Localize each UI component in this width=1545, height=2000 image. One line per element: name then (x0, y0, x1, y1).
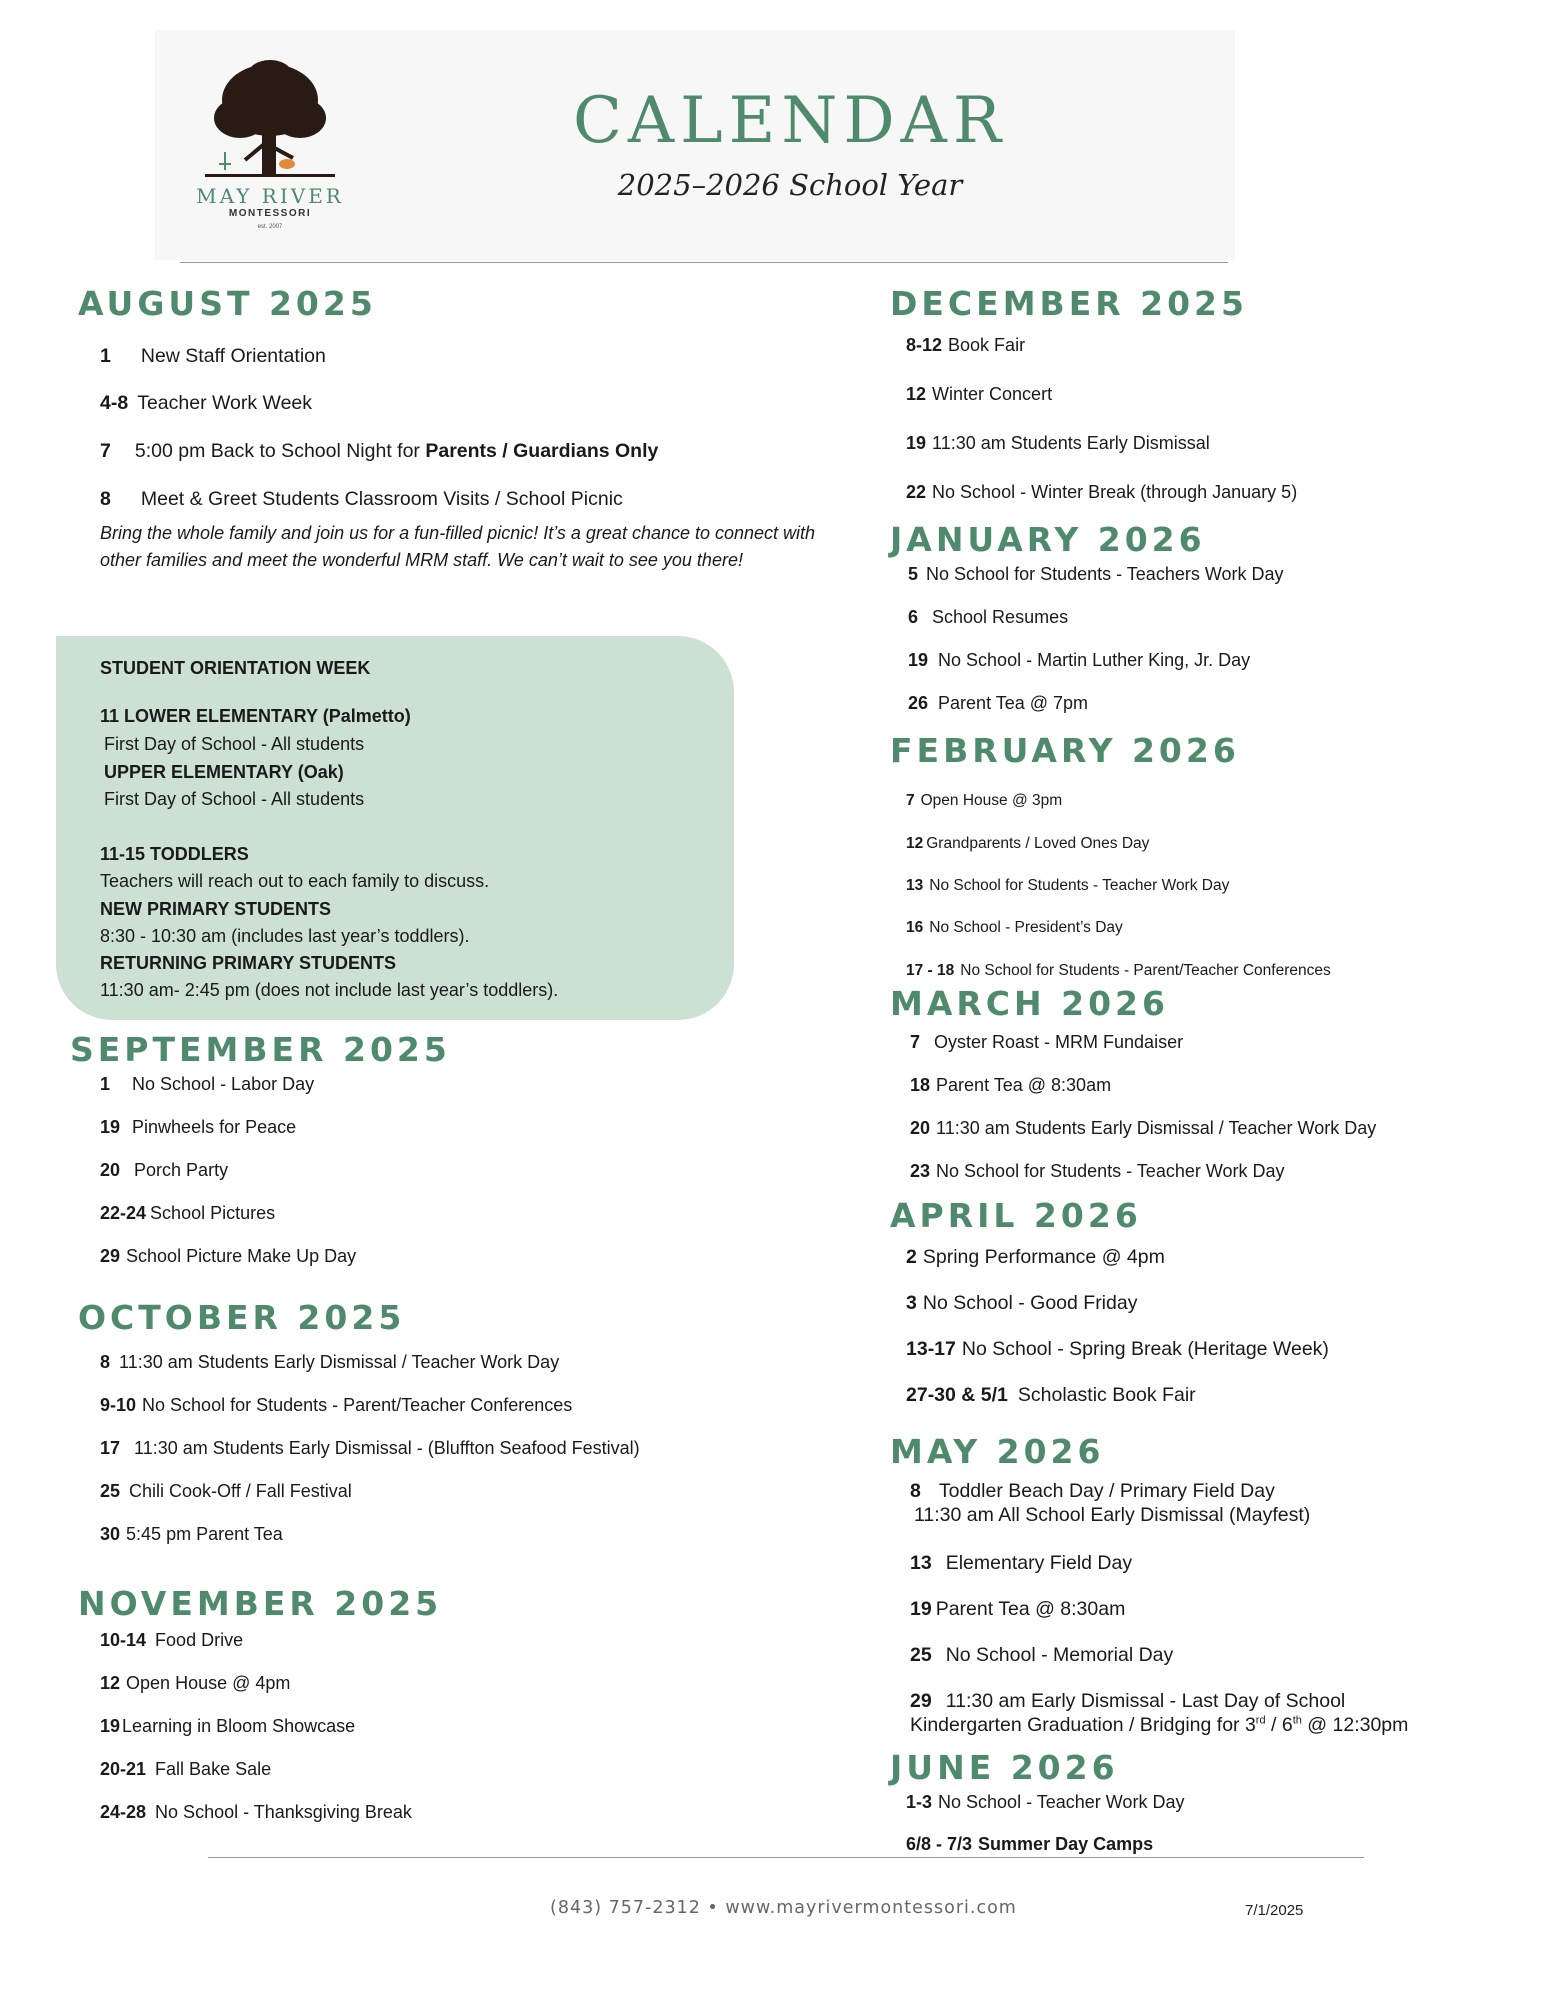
logo-brand-text: MAY RIVER (196, 184, 344, 208)
event-item: 1 No School - Labor Day (100, 1074, 315, 1094)
event-item: 19 11:30 am Students Early Dismissal (906, 433, 1210, 453)
orientation-line: RETURNING PRIMARY STUDENTS (100, 953, 397, 973)
orientation-line: First Day of School - All students (104, 734, 365, 754)
logo-established: est. 2007 (257, 224, 283, 230)
event-item: 19 Parent Tea @ 8:30am (910, 1598, 1126, 1620)
orientation-line: First Day of School - All students (104, 789, 365, 809)
event-item: 4-8 Teacher Work Week (100, 392, 313, 414)
event-item: 19 No School - Martin Luther King, Jr. Day (908, 650, 1251, 670)
orientation-line: 11 LOWER ELEMENTARY (Palmetto) (100, 706, 411, 726)
event-item: 23 No School for Students - Teacher Work Day (910, 1161, 1285, 1181)
event-item: 1 New Staff Orientation (100, 345, 326, 367)
orientation-line: UPPER ELEMENTARY (Oak) (104, 762, 344, 782)
orientation-heading: STUDENT ORIENTATION WEEK (100, 658, 371, 678)
event-item: 20 11:30 am Students Early Dismissal / Teacher Work Day (910, 1118, 1377, 1138)
event-item: 24-28 No School - Thanksgiving Break (100, 1802, 412, 1822)
event-item: 8-12 Book Fair (906, 335, 1026, 355)
event-item: 25 No School - Memorial Day (910, 1644, 1174, 1666)
event-item: 22-24 School Pictures (100, 1203, 276, 1223)
event-item: 2 Spring Performance @ 4pm (906, 1246, 1165, 1268)
orientation-line: 11-15 TODDLERS (100, 844, 249, 864)
page-title: CALENDAR (572, 84, 1008, 158)
month-heading-june: JUNE 2026 (890, 1748, 1119, 1787)
month-heading-august: AUGUST 2025 (78, 284, 377, 323)
event-item: 3 No School - Good Friday (906, 1292, 1138, 1314)
event-item: 19 Learning in Bloom Showcase (100, 1716, 356, 1736)
event-item-continued: Kindergarten Graduation / Bridging for 3rd / 6th @ 12:30pm (910, 1714, 1409, 1736)
footer-contact: (843) 757-2312 • www.mayrivermontessori.com (550, 1898, 1017, 1918)
month-heading-may: MAY 2026 (890, 1432, 1105, 1471)
event-item: 12 Open House @ 4pm (100, 1673, 291, 1693)
event-item: 13 No School for Students - Teacher Work Day (906, 877, 1230, 894)
event-item: 6/8 - 7/3 Summer Day Camps (906, 1834, 1154, 1854)
event-item: 10-14 Food Drive (100, 1630, 244, 1650)
event-item: 6 School Resumes (908, 607, 1069, 627)
month-heading-september: SEPTEMBER 2025 (70, 1030, 451, 1069)
event-item: 27-30 & 5/1 Scholastic Book Fair (906, 1384, 1196, 1406)
event-item: 19 Pinwheels for Peace (100, 1117, 297, 1137)
month-heading-march: MARCH 2026 (890, 984, 1169, 1023)
orientation-line: 11:30 am- 2:45 pm (does not include last year’s toddlers). (100, 980, 559, 1000)
month-heading-february: FEBRUARY 2026 (890, 731, 1240, 770)
picnic-note: Bring the whole family and join us for a fun-filled picnic! It’s a great chance to connect with other families and meet the wonderful MRM staff. We can’t wait to see you there! (100, 523, 816, 570)
event-item: 12 Winter Concert (906, 384, 1053, 404)
event-item: 7 Oyster Roast - MRM Fundaiser (910, 1032, 1184, 1052)
event-item: 7 Open House @ 3pm (906, 792, 1063, 809)
event-item: 22 No School - Winter Break (through January 5) (906, 482, 1298, 502)
school-logo (185, 60, 355, 230)
event-item: 8 Meet & Greet Students Classroom Visits / School Picnic (100, 488, 623, 510)
event-item: 7 5:00 pm Back to School Night for Parents / Guardians Only (100, 440, 659, 462)
event-item: 16 No School - President’s Day (906, 919, 1123, 936)
month-heading-april: APRIL 2026 (890, 1196, 1142, 1235)
event-item: 8 Toddler Beach Day / Primary Field Day (910, 1480, 1275, 1502)
orientation-line: 8:30 - 10:30 am (includes last year’s toddlers). (100, 926, 470, 946)
month-heading-october: OCTOBER 2025 (78, 1298, 406, 1337)
event-item: 9-10 No School for Students - Parent/Teacher Conferences (100, 1395, 573, 1415)
event-item: 18 Parent Tea @ 8:30am (910, 1075, 1112, 1095)
event-item: 12 Grandparents / Loved Ones Day (906, 835, 1150, 852)
event-item: 1-3 No School - Teacher Work Day (906, 1792, 1185, 1812)
tree-icon (185, 60, 355, 185)
event-item: 29 11:30 am Early Dismissal - Last Day of School (910, 1690, 1346, 1712)
event-item: 20-21 Fall Bake Sale (100, 1759, 272, 1779)
header-divider (180, 262, 1228, 263)
event-item: 17 - 18 No School for Students - Parent/Teacher Conferences (906, 962, 1331, 979)
event-item: 13 Elementary Field Day (910, 1552, 1133, 1574)
event-item: 17 11:30 am Students Early Dismissal - (Bluffton Seafood Festival) (100, 1438, 640, 1458)
page-subtitle: 2025–2026 School Year (617, 168, 963, 202)
event-item: 25 Chili Cook-Off / Fall Festival (100, 1481, 352, 1501)
event-item-continued: 11:30 am All School Early Dismissal (Mayfest) (914, 1504, 1311, 1526)
event-item: 5 No School for Students - Teachers Work Day (908, 564, 1284, 584)
logo-subtitle: MONTESSORI (228, 208, 312, 219)
month-heading-november: NOVEMBER 2025 (78, 1584, 443, 1623)
event-item: 26 Parent Tea @ 7pm (908, 693, 1089, 713)
event-item: 8 11:30 am Students Early Dismissal / Teacher Work Day (100, 1352, 560, 1372)
footer-divider (208, 1857, 1364, 1858)
orientation-line: NEW PRIMARY STUDENTS (100, 899, 332, 919)
event-item: 30 5:45 pm Parent Tea (100, 1524, 283, 1544)
orientation-line: Teachers will reach out to each family to discuss. (100, 871, 490, 891)
month-heading-december: DECEMBER 2025 (890, 284, 1248, 323)
event-item: 13-17 No School - Spring Break (Heritage Week) (906, 1338, 1329, 1360)
month-heading-january: JANUARY 2026 (890, 520, 1206, 559)
event-item: 20 Porch Party (100, 1160, 229, 1180)
event-item: 29 School Picture Make Up Day (100, 1246, 357, 1266)
footer-date: 7/1/2025 (1245, 1902, 1304, 1919)
